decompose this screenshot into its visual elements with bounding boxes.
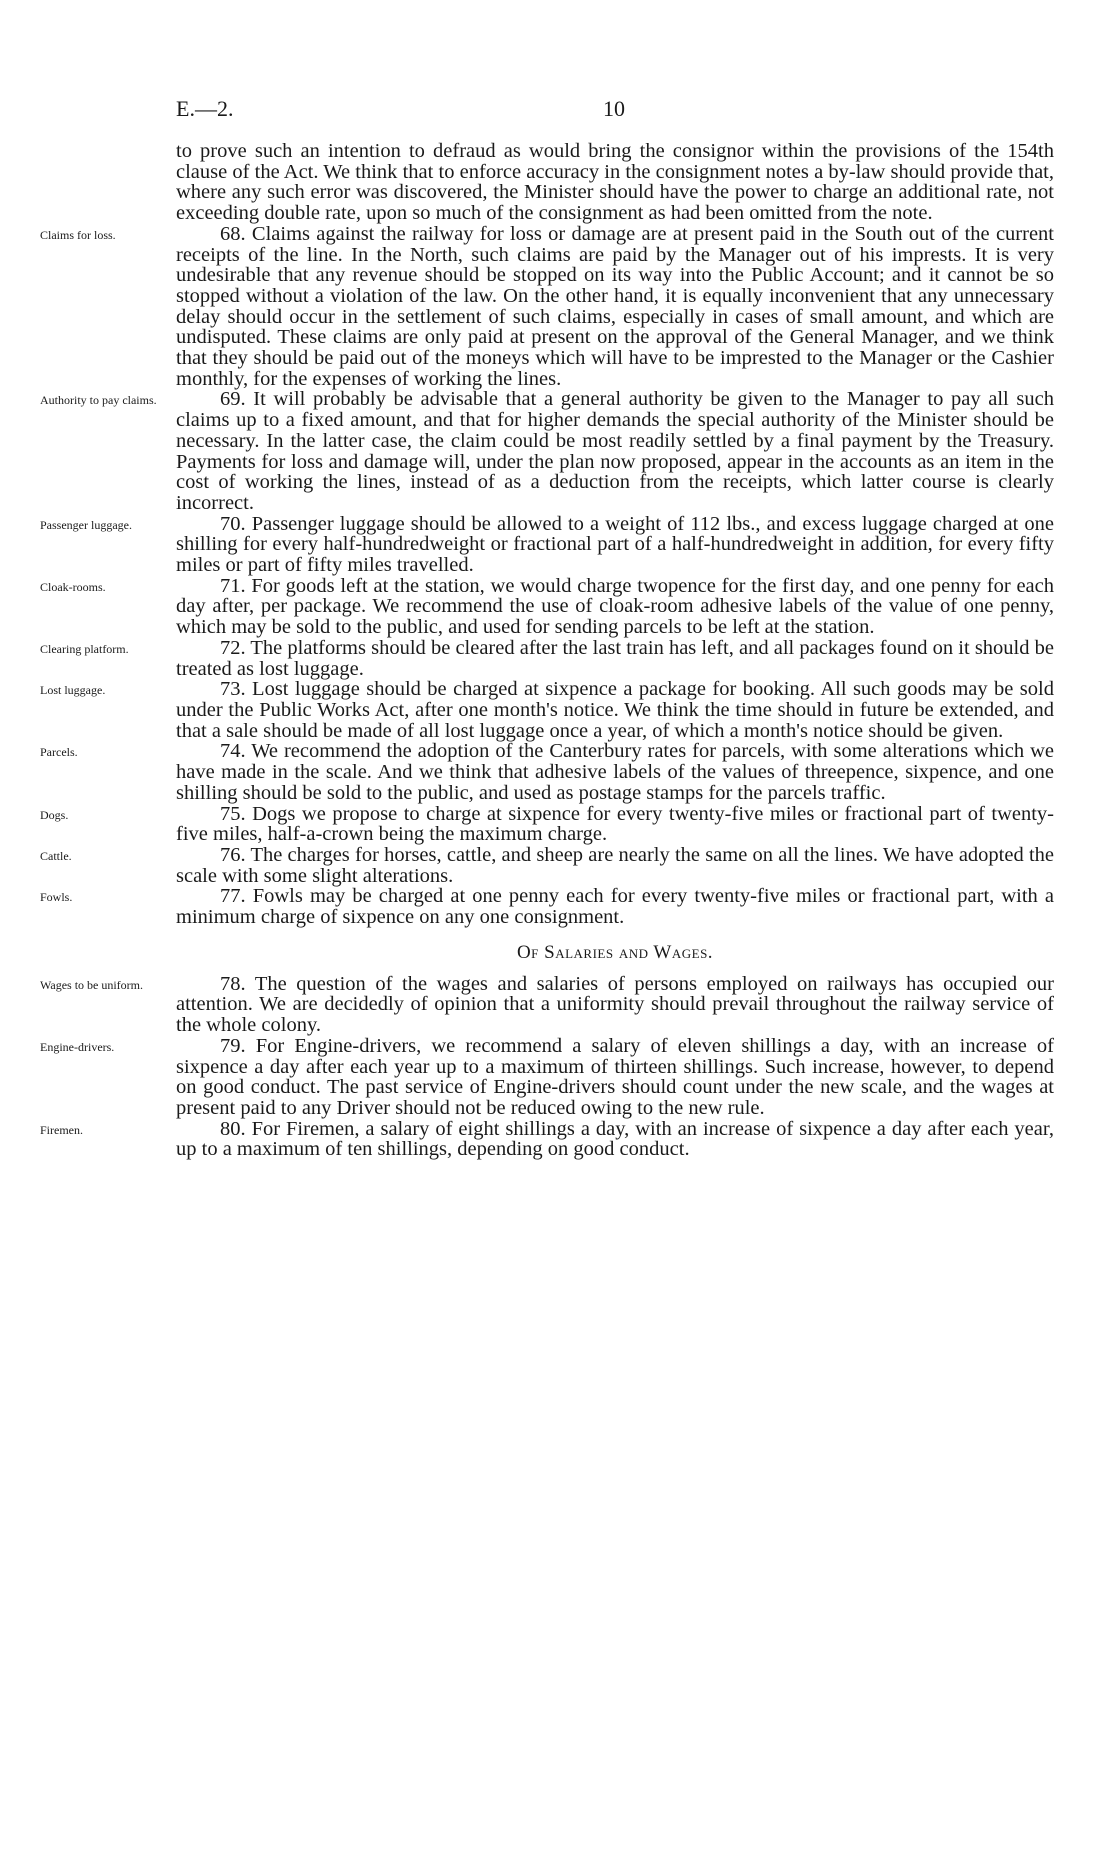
paragraph-80	[40, 1117, 1054, 1161]
paragraph-text: 80. For Firemen, a salary of eight shillings a day, with an increase of sixpence a day after each year, up to a maximum of ten shillings, depending on good conduct.	[176, 1117, 1054, 1161]
paragraph-79	[40, 1034, 1054, 1119]
paragraph-text: 75. Dogs we propose to charge at sixpence for every twenty-five miles or fractional part of twenty-five miles, half-a-crown being the maximum charge.	[176, 802, 1054, 846]
margin-note: Dogs.	[40, 807, 69, 822]
intro-paragraph	[176, 141, 1054, 224]
paragraph-73	[40, 678, 1054, 742]
section-heading: Of Salaries and Wages.	[516, 941, 714, 963]
paragraph-78	[40, 972, 1054, 1037]
paragraph-text: 74. We recommend the adoption of the Canterbury rates for parcels, with some alterations which we have made in the scale. And we think that adhesive labels of the values of threepence, sixpence, and one shilling should be sold to the public, and used as postage stamps for the parcels traffic.	[176, 740, 1054, 804]
margin-note: Claims for loss.	[40, 227, 116, 242]
paragraph-text: 68. Claims against the railway for loss or damage are at present paid in the South out of the current receipts of the line. In the North, such claims are paid by the Manager out of his imprests. It is very undesirable that any revenue should be stopped on its way into the Public Account; and it cannot be so stopped without a violation of the law. On the other hand, it is equally inconvenient that any unnecessary delay should occur in the settlement of such claims, especially in cases of small amount, and which are undisputed. These claims are only paid at present on the approval of the General Manager, and we think that they should be paid out of the moneys which will have to be imprested to the Manager or the Cashier monthly, for the expenses of working the lines.	[176, 222, 1054, 390]
paragraph-text: 72. The platforms should be cleared after the last train has left, and all packages found on it should be treated as lost luggage.	[176, 636, 1054, 680]
margin-note: Clearing platform.	[40, 641, 129, 656]
paragraph-text: 76. The charges for horses, cattle, and sheep are nearly the same on all the lines. We have adopted the scale with some slight alterations.	[176, 843, 1054, 887]
page-header	[0, 96, 1114, 126]
paragraph-text: to prove such an intention to defraud as would bring the consignor within the provisions of the 154th clause of the Act. We think that to enforce accuracy in the consignment notes a by-law should provide that, where any such error was discovered, the Minister should have the power to charge an additional rate, not exceeding double rate, upon so much of the consignment as had been omitted from the note.	[176, 140, 1054, 225]
paragraph-text: 69. It will probably be advisable that a general authority be given to the Manager to pay all such claims up to a fixed amount, and that for higher demands the special authority of the Minister should be necessary. In the latter case, the claim could be most readily settled by a final payment by the Treasury. Payments for loss and damage will, under the plan now proposed, appear in the accounts as an item in the cost of working the lines, instead of as a deduction from the receipts, which latter course is clearly incorrect.	[176, 388, 1054, 514]
margin-note: Authority to pay claims.	[40, 393, 157, 408]
paragraph-text: 71. For goods left at the station, we would charge twopence for the first day, and one penny for each day after, per package. We recommend the use of cloak-room adhesive labels of the value of one penny, which may be sold to the public, and used for sending parcels to be left at the station.	[176, 574, 1054, 639]
paragraph-text: 73. Lost luggage should be charged at sixpence a package for booking. All such goods may be sold under the Public Works Act, after one month's notice. We think the time should in future be extended, and that a sale should be made of all lost luggage once a year, of which a month's notice should be given.	[176, 678, 1054, 742]
paragraph-text: 77. Fowls may be charged at one penny each for every twenty-five miles or fractional part, with a minimum charge of sixpence on any one consignment.	[176, 885, 1054, 929]
paragraph-text: 70. Passenger luggage should be allowed to a weight of 112 lbs., and excess luggage charged at one shilling for every half-hundredweight or fractional part of a half-hundredweight in addition, for every fifty miles or part of fifty miles travelled.	[176, 512, 1054, 577]
margin-note: Wages to be uniform.	[40, 977, 144, 992]
paragraph-74	[40, 740, 1054, 804]
margin-note: Fowls.	[40, 890, 73, 905]
paragraph-76	[40, 843, 1054, 887]
paragraph-69	[40, 388, 1054, 514]
paragraph-68	[40, 222, 1054, 390]
paragraph-text: 78. The question of the wages and salaries of persons employed on railways has occupied our attention. We are decidedly of opinion that a uniformity should prevail throughout the railway service of the whole colony.	[176, 972, 1054, 1037]
margin-note: Cattle.	[40, 848, 72, 863]
paragraph-75	[40, 802, 1054, 846]
margin-note: Cloak-rooms.	[40, 579, 106, 594]
paragraph-72	[40, 636, 1054, 680]
document-reference: E.—2.	[176, 96, 234, 121]
paragraph-text: 79. For Engine-drivers, we recommend a salary of eleven shillings a day, with an increase of sixpence a day after each year up to a maximum of thirteen shillings. Such increase, however, to depend on good conduct. The past service of Engine-drivers should count under the new scale, and the wages at present paid to any Driver should not be reduced owing to the new rule.	[176, 1034, 1054, 1119]
margin-note: Passenger luggage.	[40, 517, 132, 532]
margin-note: Parcels.	[40, 745, 78, 760]
paragraph-70	[40, 512, 1054, 577]
margin-note: Firemen.	[40, 1122, 83, 1137]
page-number: 10	[603, 96, 625, 121]
paragraph-71	[40, 574, 1054, 639]
page-body	[0, 141, 1114, 1160]
paragraph-77	[40, 885, 1054, 929]
margin-note: Engine-drivers.	[40, 1039, 115, 1054]
margin-note: Lost luggage.	[40, 683, 106, 698]
